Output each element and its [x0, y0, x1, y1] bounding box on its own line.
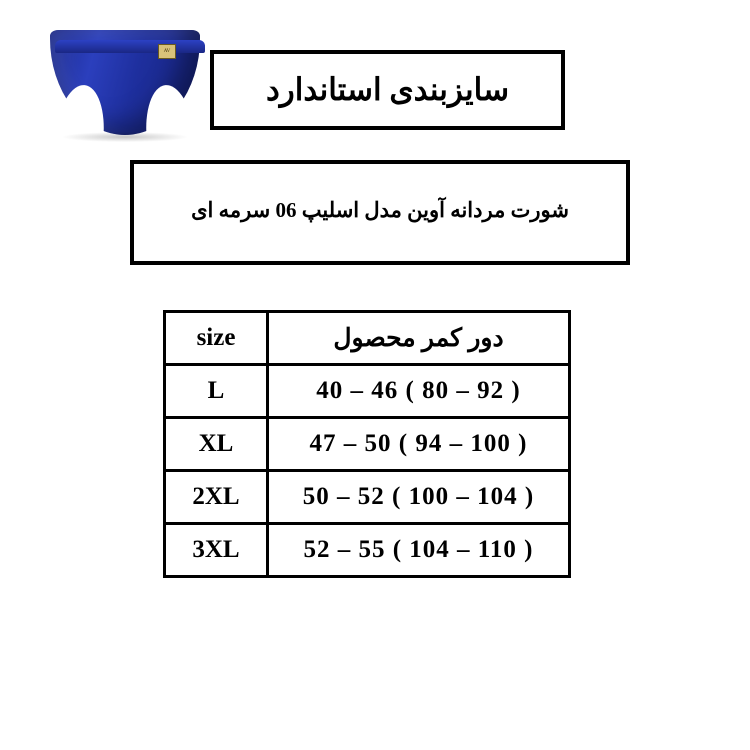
table-header-row	[165, 312, 570, 365]
table-row	[165, 471, 570, 524]
table-row	[165, 365, 570, 418]
briefs-illustration	[50, 30, 200, 135]
title-box	[210, 50, 565, 130]
size-label-3xl: 3XL	[165, 524, 268, 577]
size-label-2xl: 2XL	[165, 471, 268, 524]
size-value-3xl: 52 – 55 ( 104 – 110 )	[268, 524, 570, 577]
header-measure: دور کمر محصول	[268, 312, 570, 365]
size-value-2xl: 50 – 52 ( 100 – 104 )	[268, 471, 570, 524]
size-label-xl: XL	[165, 418, 268, 471]
table-row	[165, 524, 570, 577]
briefs-leg-opening-left	[55, 83, 108, 140]
briefs-waistband	[55, 40, 205, 53]
size-value-xl: 47 – 50 ( 94 – 100 )	[268, 418, 570, 471]
size-chart-table	[163, 310, 571, 578]
brand-tag: AV	[158, 44, 176, 59]
product-name: شورت مردانه آوین مدل اسلیپ 06 سرمه ای	[191, 198, 569, 222]
header-size: size	[165, 312, 268, 365]
table-row	[165, 418, 570, 471]
subtitle-box	[130, 160, 630, 265]
product-shadow	[63, 132, 187, 142]
size-label-l: L	[165, 365, 268, 418]
product-image	[45, 20, 205, 145]
page-title: سایزبندی استاندارد	[265, 72, 510, 107]
size-value-l: 40 – 46 ( 80 – 92 )	[268, 365, 570, 418]
briefs-leg-opening-right	[141, 83, 194, 140]
